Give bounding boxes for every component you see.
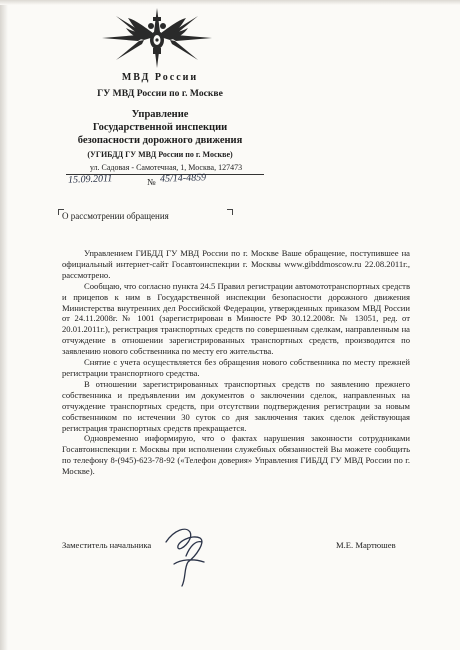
paragraph: Снятие с учета осуществляется без обращения нового собственника по месту прежней регистрации транспортного средства.	[62, 357, 410, 378]
emblem-icon	[98, 6, 216, 70]
department-line: Управление	[131, 109, 189, 120]
paragraph: В отношении зарегистрированных транспортных средств по заявлению прежнего собственника и предъявлении им документов о заключении сделок, направленных на отчуждение транспортных средств, при отсутствии подтверждения регистрации за новым собственником по истечении 30 суток со дня заключения таких сделок действующая регистрация транспортных средств прекращается.	[62, 378, 410, 433]
signature-icon	[156, 512, 214, 590]
signatory-name: М.Е. Мартюшев	[336, 540, 396, 550]
address: ул. Садовая - Самотечная, 1, Москва, 127473	[89, 163, 243, 172]
ministry-name: МВД России	[121, 72, 199, 83]
department-line: безопасности дорожного движения	[77, 135, 243, 146]
subject-bracket-right	[227, 209, 233, 215]
registration-number-label: №	[147, 177, 156, 187]
directorate-name: ГУ МВД России по г. Москве	[97, 88, 223, 99]
scan-edge-top	[0, 0, 460, 5]
paragraph: Управлением ГИБДД ГУ МВД России по г. Москве Ваше обращение, поступившее на официальный интернет-сайт Госавтоинспекции г. Москвы www.gibddmoscow.ru 22.08.2011г., рассмотрено.	[62, 248, 410, 280]
registration-number: 45/14-4859	[159, 172, 207, 185]
registration-date: 15.09.2011	[67, 173, 113, 186]
department-abbr: (УГИБДД ГУ МВД России по г. Москве)	[87, 150, 233, 159]
subject-line: О рассмотрении обращения	[62, 211, 169, 221]
department-name	[60, 108, 260, 147]
paragraph: Одновременно информирую, что о фактах нарушения законности сотрудниками Госавтоинспекции г. Москвы при исполнении служебных обязанностей Вы можете сообщить по телефону 8-(945)-623-78-92 («Телефон доверия» Управления ГИБДД ГУ МВД России по г. Москве).	[62, 433, 410, 477]
signatory-title: Заместитель начальника	[62, 540, 152, 550]
letter-body	[62, 248, 410, 477]
scan-edge-left	[0, 0, 8, 650]
department-line: Государственной инспекции	[92, 122, 228, 133]
paragraph: Сообщаю, что согласно пункта 24.5 Правил регистрации автомототранспортных средств и прицепов к ним в Государственной инспекции безопасности дорожного движения Министерства внутренних дел Российской Федерации, утвержденных приказом МВД России от 24.11.2008г. № 1001 (зарегистрирован в Минюсте РФ 30.12.2008г. № 13051, ред. от 20.01.2011г.), регистрация транспортных средств по совершенным сделкам, направленным на отчуждение в отношении зарегистрированных транспортных средств, производится по заявлению нового собственника по месту его жительства.	[62, 280, 410, 357]
